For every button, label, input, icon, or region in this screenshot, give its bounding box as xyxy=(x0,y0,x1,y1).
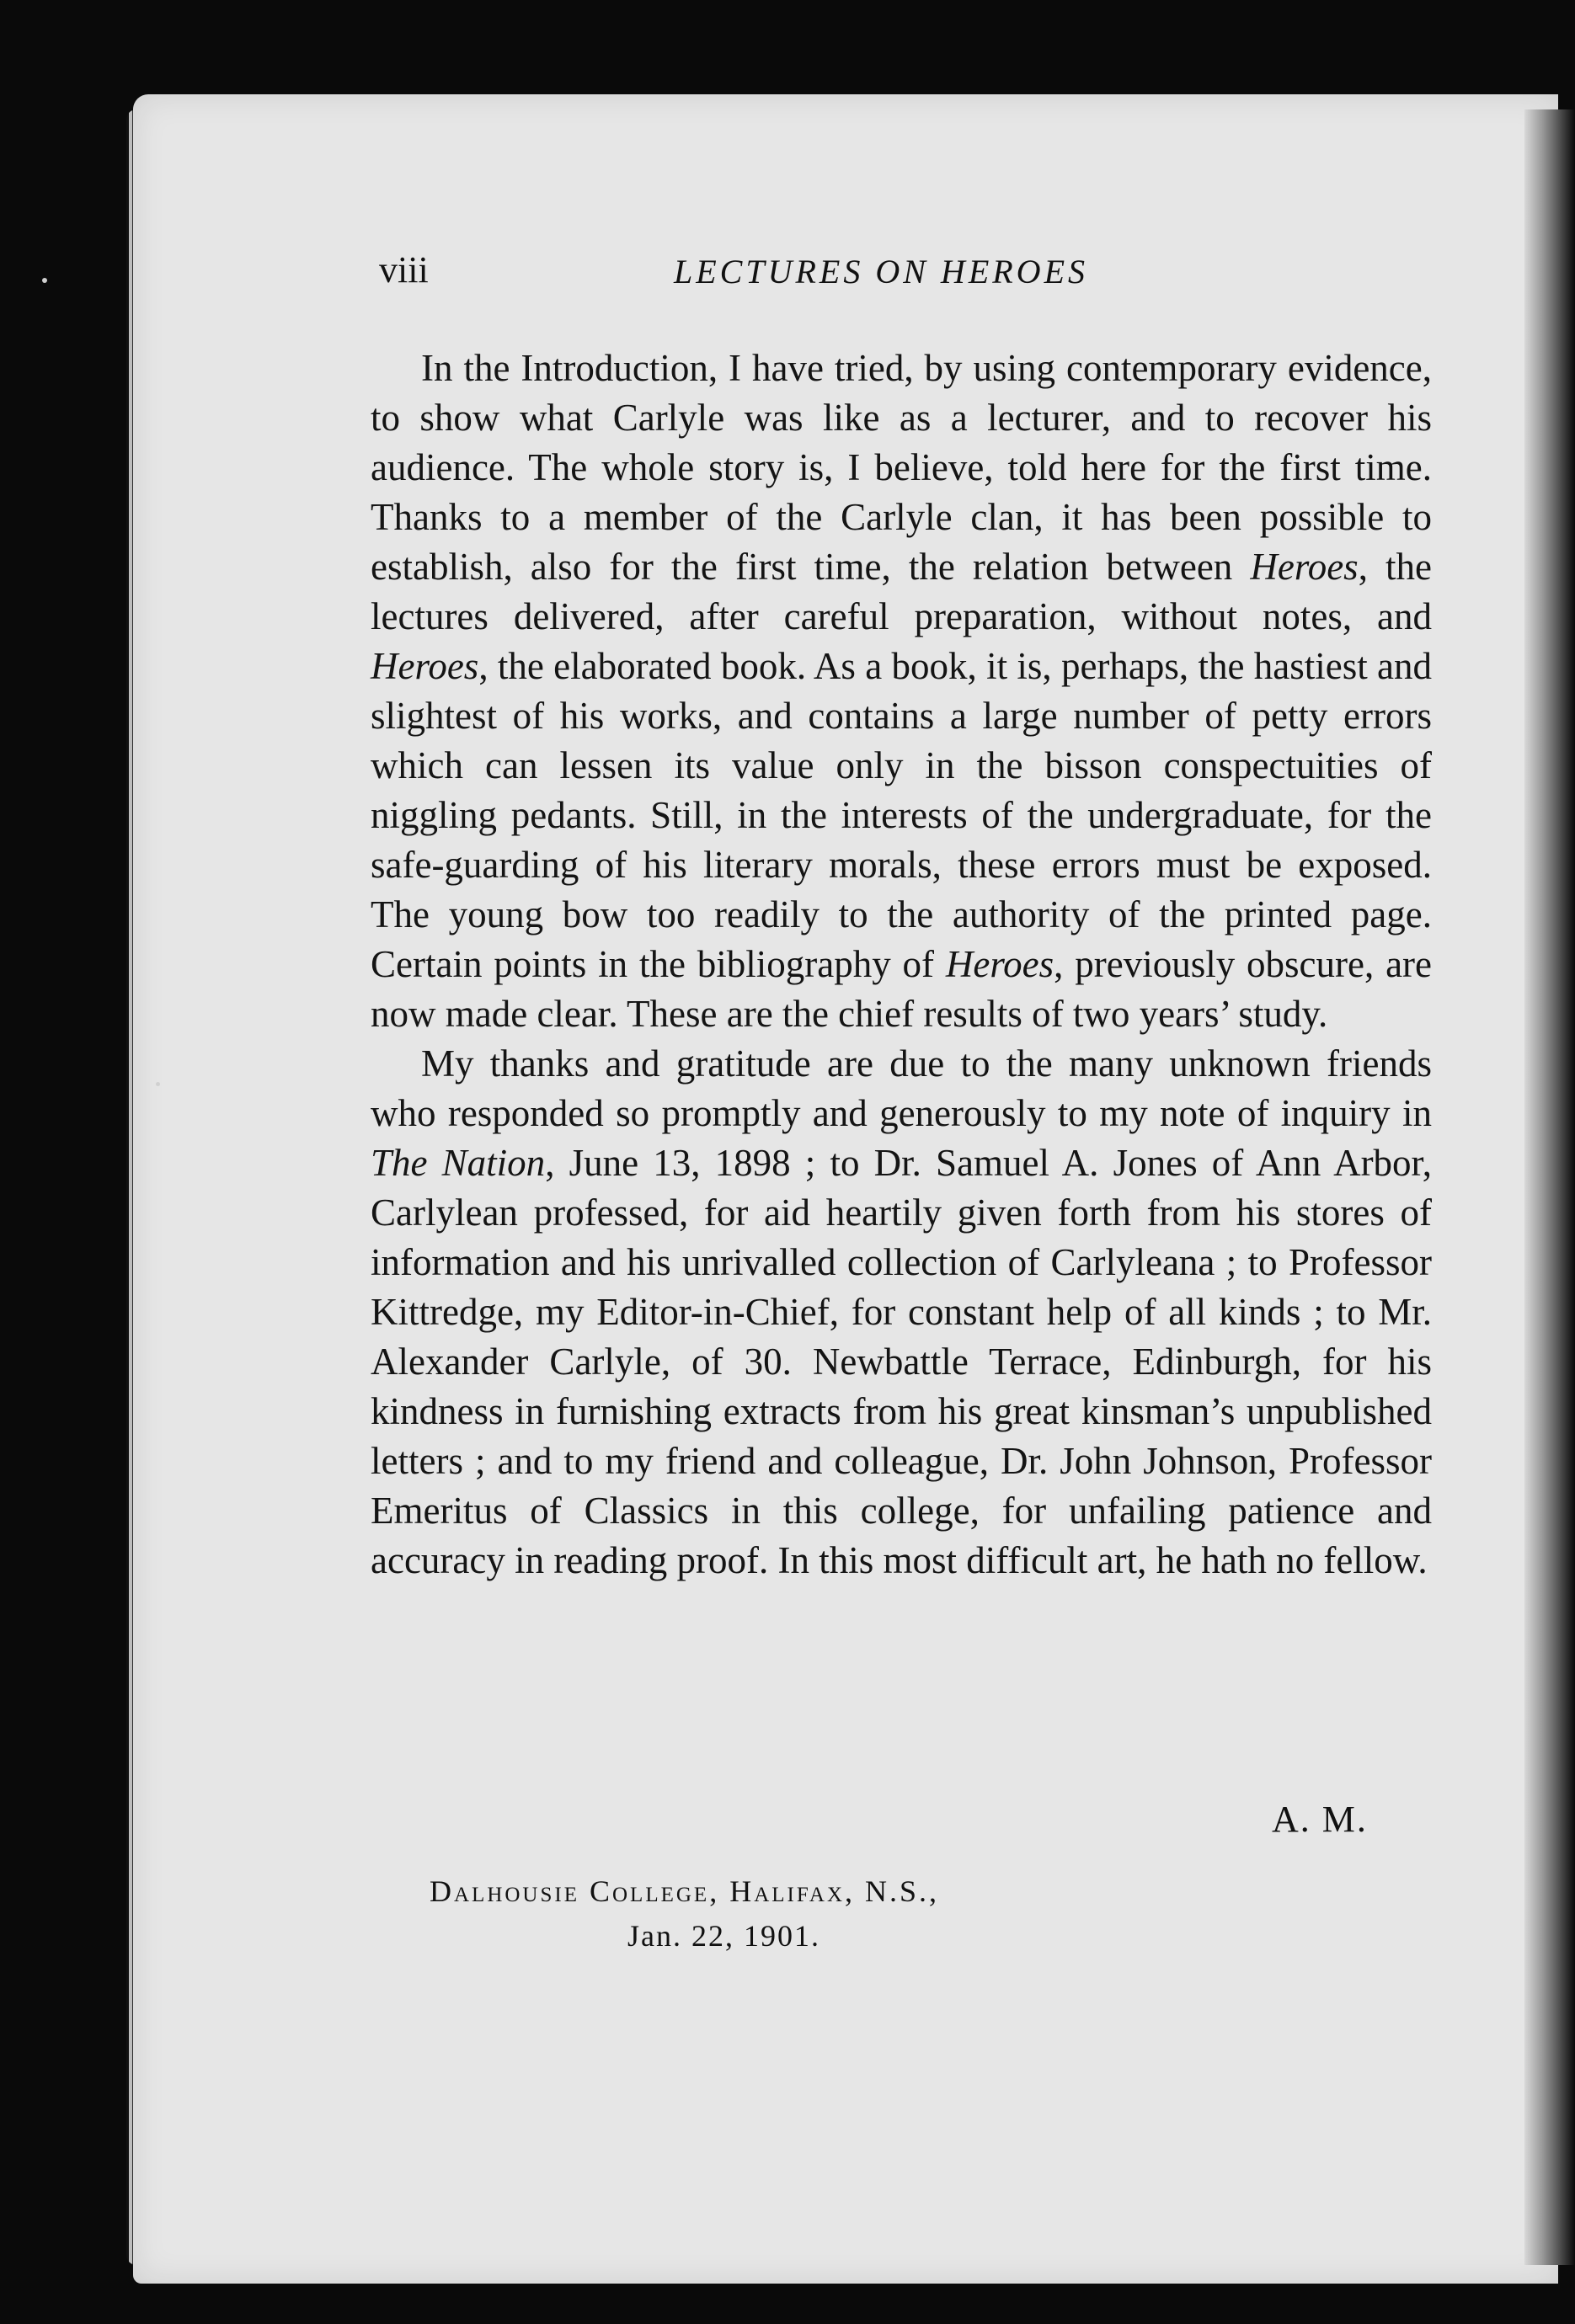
place-line: Dalhousie College, Halifax, N.S., xyxy=(430,1874,940,1908)
italic-title: Heroes xyxy=(371,645,479,687)
italic-title: The Nation xyxy=(371,1142,546,1184)
preface-text xyxy=(371,344,1432,1586)
paragraph-1 xyxy=(371,344,1432,1039)
page-stack-right-edge xyxy=(1524,109,1575,2265)
text-segment: , the lectures delivered, after careful preparation, without notes, and xyxy=(371,546,1433,637)
paragraph-2 xyxy=(371,1039,1432,1586)
text-segment: In the Introduction, I have tried, by using contemporary evidence, to show what Carlyle was like as a lecturer, and to recover his audience. The whole story is, I believe, told here for the first time. Thanks to a member of the Carlyle clan, it has been possible to establish, also for the first time, the relation between xyxy=(371,347,1432,588)
text-segment: My thanks and gratitude are due to the many unknown friends who responded so promptly and generously to my note of inquiry in xyxy=(371,1042,1432,1134)
page-number: viii xyxy=(379,249,429,290)
running-head: LECTURES ON HEROES xyxy=(674,253,1088,290)
text-segment: , the elaborated book. As a book, it is, perhaps, the hastiest and slightest of his works, and contains a large number of petty errors which can lessen its value only in the bisson conspectuities of niggling pedants. Still, in the interests of the undergraduate, for the safe-guarding of his literary morals, these errors must be exposed. The young bow too readily to the authority of the printed page. Certain points in the bibliography of xyxy=(371,645,1432,985)
dust-speck xyxy=(42,278,47,283)
dust-speck xyxy=(156,1082,160,1086)
date-line: Jan. 22, 1901. xyxy=(627,1919,820,1953)
page-header xyxy=(379,248,1423,299)
text-segment: , previously obscure, are now made clear. These are the chief results of two years’ study. xyxy=(371,943,1432,1035)
author-initials: A. M. xyxy=(1272,1799,1368,1840)
italic-title: Heroes xyxy=(945,943,1054,985)
text-segment: , June 13, 1898 ; to Dr. Samuel A. Jones of Ann Arbor, Carlylean professed, for aid heartily given forth from his stores of information and his unrivalled collection of Carlyleana ; to Professor Kittredge, my Editor-in-Chief, for constant help of all kinds ; to Mr. Alexander Carlyle, of 30. Newbattle Terrace, Edinburgh, for his kindness in furnishing extracts from his great kinsman’s unpublished letters ; and to my friend and colleague, Dr. John Johnson, Professor Emeritus of Classics in this college, for unfailing patience and accuracy in reading proof. In this most difficult art, he hath no fellow. xyxy=(371,1142,1432,1581)
italic-title: Heroes xyxy=(1250,546,1359,588)
